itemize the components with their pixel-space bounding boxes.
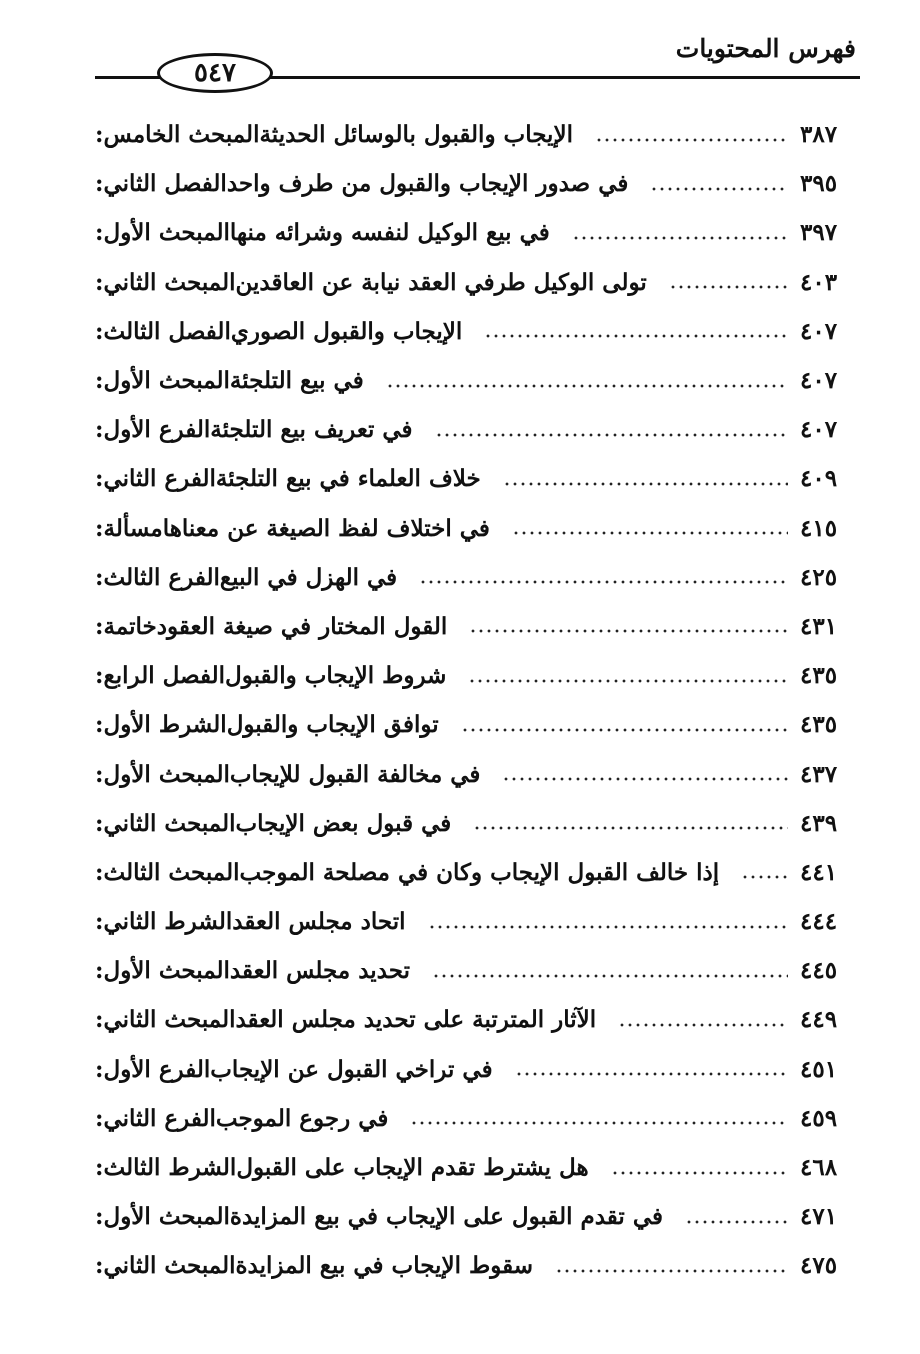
toc-entry [95, 307, 860, 356]
toc-page-number: ٣٨٧ [800, 121, 838, 149]
toc-entry-title: الآثار المترتبة على تحديد مجلس العقد [235, 1006, 597, 1034]
toc-entry-label: الفصل الرابع: [95, 662, 226, 690]
toc-entry-label: المبحث الخامس: [95, 121, 260, 149]
toc-entry-title: تولى الوكيل طرفي العقد نيابة عن العاقدين [235, 268, 647, 296]
toc-entry-title: الإيجاب والقبول بالوسائل الحديثة [259, 121, 573, 149]
toc-page-number: ٤٧١ [800, 1203, 838, 1231]
toc-page-number: ٤٠٩ [800, 465, 838, 493]
toc-page-number: ٤٠٣ [800, 268, 838, 296]
toc-entry-label: المبحث الثاني: [95, 1006, 236, 1034]
toc-entry-text [95, 219, 560, 246]
toc-entry-text [95, 1154, 599, 1181]
toc-entry-label: المبحث الثالث: [95, 858, 240, 886]
toc-page-number: ٤٤١ [800, 858, 838, 886]
toc-entry-text [95, 170, 638, 197]
toc-entry-title: إذا خالف القبول الإيجاب وكان في مصلحة الموجب [239, 858, 720, 886]
toc-page-number: ٤٣١ [800, 612, 838, 640]
toc-entry-label: خاتمة: [95, 612, 157, 640]
dot-leader [572, 236, 788, 240]
dot-leader [555, 1269, 788, 1273]
toc-page-number: ٤٣٩ [800, 809, 838, 837]
toc-entry [95, 405, 860, 454]
toc-entry-label: المبحث الأول: [95, 219, 230, 247]
toc-entry-label: الشرط الأول: [95, 711, 227, 739]
toc-entry-text [95, 515, 500, 542]
toc-entry [95, 1241, 860, 1290]
dot-leader [515, 1072, 788, 1076]
toc-entry-title: في بيع الوكيل لنفسه وشرائه منها [229, 219, 550, 247]
toc-page-number: ٤٠٧ [800, 416, 838, 444]
toc-entry-label: المبحث الأول: [95, 957, 230, 985]
toc-page-number: ٤٤٤ [800, 908, 838, 936]
toc-page-number: ٣٩٥ [800, 170, 838, 198]
dot-leader [428, 925, 788, 929]
dot-leader [469, 629, 788, 633]
toc-entry-label: المبحث الأول: [95, 1203, 230, 1231]
toc-entry-label: المبحث الثاني: [95, 1252, 236, 1280]
toc-entry-text [95, 1252, 543, 1279]
dot-leader [484, 334, 788, 338]
toc-entry-title: في تراخي القبول عن الإيجاب [210, 1055, 493, 1083]
toc-entry-label: الشرط الثالث: [95, 1154, 237, 1182]
dot-leader [595, 138, 788, 142]
toc-entry-label: الشرط الثاني: [95, 908, 233, 936]
toc-entry-text [95, 416, 423, 443]
toc-entry-title: القول المختار في صيغة العقود [156, 612, 448, 640]
toc-entry [95, 799, 860, 848]
toc-entry-text [95, 1056, 503, 1083]
toc-entry-text [95, 367, 374, 394]
toc-entry-label: المبحث الثاني: [95, 809, 236, 837]
toc-entry-label: المبحث الأول: [95, 760, 230, 788]
toc-entry-label: الفرع الثاني: [95, 1104, 216, 1132]
toc-entry-title: الإيجاب والقبول الصوري [230, 317, 463, 345]
toc-entry-label: الفرع الأول: [95, 416, 211, 444]
dot-leader [410, 1121, 788, 1125]
toc-entry-text [95, 318, 472, 345]
toc-entry-text [95, 957, 420, 984]
toc-page-number: ٤٣٥ [800, 662, 838, 690]
toc-entry-label: الفرع الثالث: [95, 563, 220, 591]
toc-entry-title: في الهزل في البيع [219, 563, 398, 591]
toc-entry-text [95, 859, 729, 886]
toc-entry [95, 995, 860, 1044]
toc-page-number: ٤٤٥ [800, 957, 838, 985]
toc-entry-text [95, 810, 461, 837]
toc-entry-text [95, 1105, 398, 1132]
toc-entry-text [95, 908, 416, 935]
table-of-contents [95, 110, 860, 1291]
dot-leader [512, 531, 788, 535]
toc-entry-label: الفرع الأول: [95, 1055, 211, 1083]
toc-page-number: ٤٤٩ [800, 1006, 838, 1034]
toc-page-number: ٤٠٧ [800, 317, 838, 345]
toc-entry [95, 159, 860, 208]
toc-page-number: ٤٣٧ [800, 760, 838, 788]
dot-leader [432, 974, 788, 978]
toc-entry-text [95, 1203, 673, 1230]
page-header [95, 28, 860, 98]
dot-leader [618, 1023, 788, 1027]
toc-entry-title: في قبول بعض الإيجاب [235, 809, 452, 837]
toc-page-number: ٤٣٥ [800, 711, 838, 739]
toc-entry-title: شروط الإيجاب والقبول [225, 662, 447, 690]
toc-entry [95, 1192, 860, 1241]
toc-entry-label: مسألة: [95, 514, 163, 542]
toc-entry-title: في اختلاف لفظ الصيغة عن معناها [162, 514, 490, 542]
dot-leader [473, 826, 788, 830]
toc-entry-title: توافق الإيجاب والقبول [226, 711, 439, 739]
toc-page-number: ٤١٥ [800, 514, 838, 542]
toc-entry [95, 651, 860, 700]
toc-entry-title: في بيع التلجئة [229, 367, 364, 395]
toc-entry-label: المبحث الثاني: [95, 268, 236, 296]
dot-leader [386, 384, 788, 388]
toc-entry-title: في تعريف بيع التلجئة [210, 416, 413, 444]
dot-leader [502, 777, 788, 781]
toc-entry [95, 946, 860, 995]
toc-page-number: ٤٧٥ [800, 1252, 838, 1280]
toc-entry-text [95, 711, 449, 738]
toc-entry [95, 110, 860, 159]
dot-leader [419, 580, 788, 584]
toc-entry [95, 258, 860, 307]
toc-page-number: ٤٢٥ [800, 563, 838, 591]
dot-leader [611, 1171, 788, 1175]
toc-entry [95, 1143, 860, 1192]
toc-entry-text [95, 121, 583, 148]
toc-entry-text [95, 465, 491, 492]
dot-leader [435, 433, 788, 437]
toc-entry [95, 897, 860, 946]
toc-page-number: ٤٦٨ [800, 1154, 838, 1182]
toc-page-number: ٣٩٧ [800, 219, 838, 247]
toc-entry-text [95, 662, 456, 689]
toc-entry-title: في رجوع الموجب [215, 1104, 389, 1132]
toc-entry-text [95, 564, 407, 591]
dot-leader [669, 285, 788, 289]
dot-leader [685, 1220, 788, 1224]
toc-entry-text [95, 1006, 606, 1033]
running-title: فهرس المحتويات [675, 34, 856, 63]
toc-entry [95, 208, 860, 257]
toc-entry-title: في صدور الإيجاب والقبول من طرف واحد [226, 170, 629, 198]
toc-page-number: ٤٥٩ [800, 1104, 838, 1132]
toc-entry-title: في تقدم القبول على الإيجاب في بيع المزايدة [229, 1203, 663, 1231]
toc-entry-title: خلاف العلماء في بيع التلجئة [215, 465, 481, 493]
toc-entry-label: الفصل الثالث: [95, 317, 231, 345]
toc-entry [95, 700, 860, 749]
toc-entry [95, 504, 860, 553]
page-number-badge: ٥٤٧ [157, 53, 273, 93]
toc-entry-label: الفرع الثاني: [95, 465, 216, 493]
toc-entry [95, 553, 860, 602]
toc-entry [95, 749, 860, 798]
toc-entry [95, 848, 860, 897]
toc-entry-text [95, 613, 457, 640]
dot-leader [468, 679, 788, 683]
toc-entry [95, 1094, 860, 1143]
dot-leader [503, 482, 788, 486]
toc-page-number: ٤٠٧ [800, 367, 838, 395]
toc-entry-label: الفصل الثاني: [95, 170, 227, 198]
dot-leader [461, 728, 788, 732]
toc-entry [95, 602, 860, 651]
dot-leader [741, 875, 788, 879]
toc-entry-label: المبحث الأول: [95, 367, 230, 395]
toc-entry-title: تحديد مجلس العقد [229, 957, 411, 985]
toc-entry [95, 1045, 860, 1094]
toc-entry-title: سقوط الإيجاب في بيع المزايدة [235, 1252, 534, 1280]
dot-leader [650, 187, 788, 191]
toc-entry-text [95, 761, 490, 788]
toc-entry-title: هل يشترط تقدم الإيجاب على القبول [236, 1154, 589, 1182]
toc-entry-title: في مخالفة القبول للإيجاب [229, 760, 481, 788]
toc-entry [95, 454, 860, 503]
toc-page-number: ٤٥١ [800, 1055, 838, 1083]
toc-entry-title: اتحاد مجلس العقد [232, 908, 406, 936]
toc-entry-text [95, 269, 657, 296]
toc-entry [95, 356, 860, 405]
